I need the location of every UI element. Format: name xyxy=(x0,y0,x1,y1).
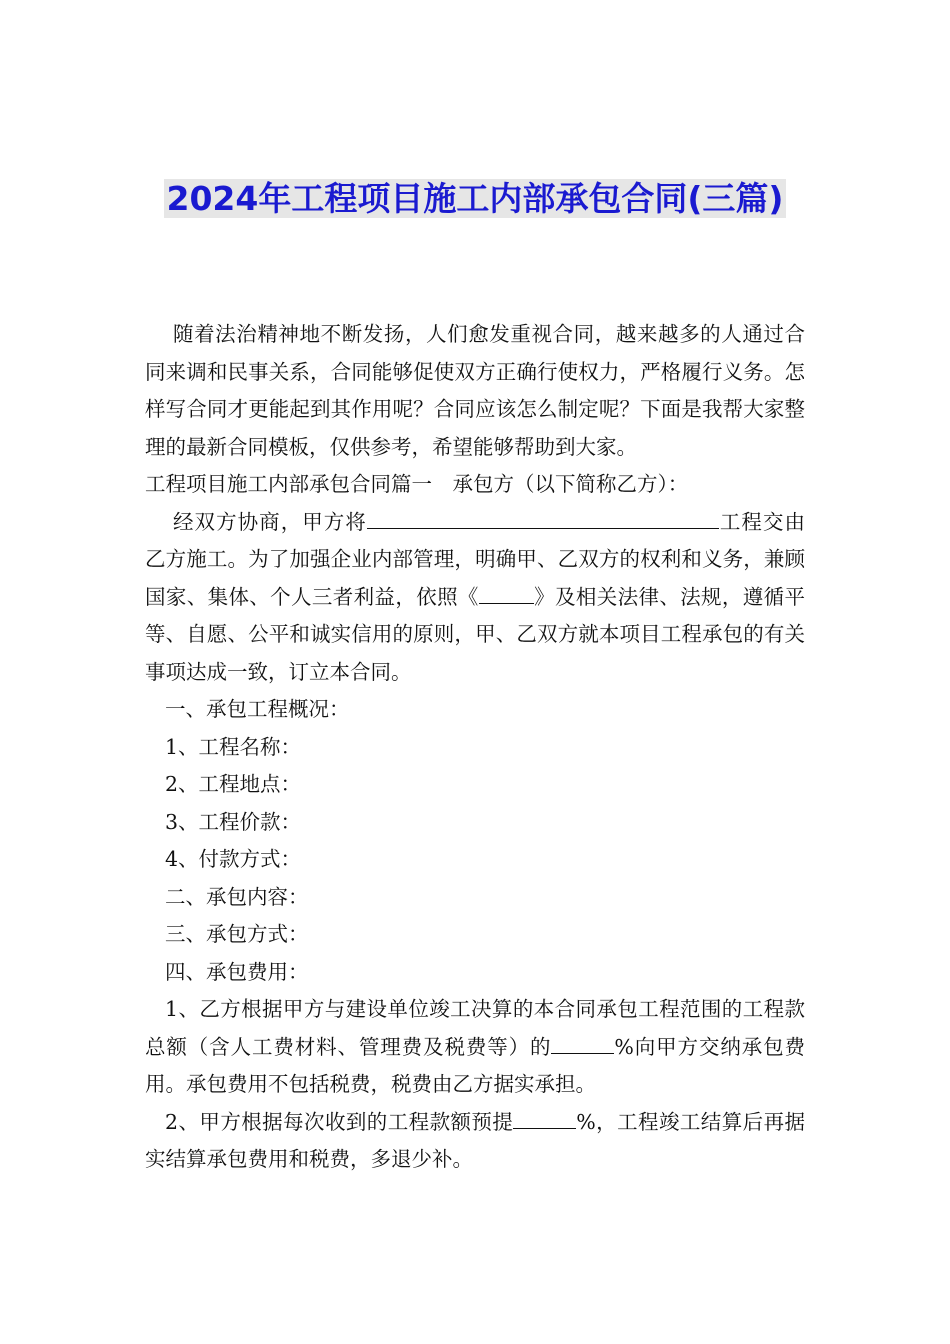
item-project-price: 3、工程价款： xyxy=(165,809,302,834)
fee-clause-2-text-a: 2、甲方根据每次收到的工程款额预提 xyxy=(165,1109,514,1134)
agreement-paragraph xyxy=(145,504,805,692)
heading-contract-method: 三、承包方式： xyxy=(165,922,309,946)
item-payment-method: 4、付款方式： xyxy=(165,847,302,871)
fee-clause-1-text-b: %向甲方交纳承包费用。承包费用不包括税费，税费由乙方据实承担。 xyxy=(145,1034,806,1096)
document-title xyxy=(145,174,805,224)
document-body xyxy=(145,316,805,1179)
agreement-text-1: 经双方协商，甲方将 xyxy=(173,509,367,534)
item-project-location: 2、工程地点： xyxy=(165,772,302,796)
withholding-percent-blank xyxy=(513,1106,576,1129)
section-heading-line: 工程项目施工内部承包合同篇一 承包方（以下简称乙方）： xyxy=(145,472,689,496)
fee-clause-1-text-a: 1、乙方根据甲方与建设单位竣工决算的本合同承包工程范围的工程款总额（含人工费材料、管理费及税费等）的 xyxy=(145,997,805,1059)
document-title-text: 2024年工程项目施工内部承包合同(三篇) xyxy=(166,179,784,218)
project-name-blank xyxy=(367,506,719,529)
fee-clause-2-text-b: %，工程竣工结算后再据实结算承包费用和税费，多退少补。 xyxy=(145,1109,805,1171)
fee-percent-blank xyxy=(551,1031,614,1054)
intro-paragraph: 随着法治精神地不断发扬，人们愈发重视合同，越来越多的人通过合同来调和民事关系，合同能够促使双方正确行使权力，严格履行义务。怎样写合同才更能起到其作用呢？合同应该怎么制定呢？下面是我帮大家整理的最新合同模板，仅供参考，希望能够帮助到大家。 xyxy=(145,322,805,459)
law-name-blank xyxy=(479,581,534,604)
heading-project-overview: 一、承包工程概况： xyxy=(165,697,350,721)
heading-contract-fee: 四、承包费用： xyxy=(165,959,309,984)
agreement-text-3: 》及相关法律、法规，遵循平等、自愿、公平和诚实信用的原则，甲、乙双方就本项目工程承包的有关事项达成一致，订立本合同。 xyxy=(145,584,806,684)
fee-clause-1 xyxy=(145,991,805,1104)
agreement-text-2: 工程交由乙方施工。为了加强企业内部管理，明确甲、乙双方的权利和义务，兼顾国家、集体、个人三者利益，依照《 xyxy=(145,509,806,609)
fee-clause-2 xyxy=(145,1104,805,1179)
heading-contract-content: 二、承包内容： xyxy=(165,884,309,909)
item-project-name: 1、工程名称： xyxy=(165,734,302,759)
